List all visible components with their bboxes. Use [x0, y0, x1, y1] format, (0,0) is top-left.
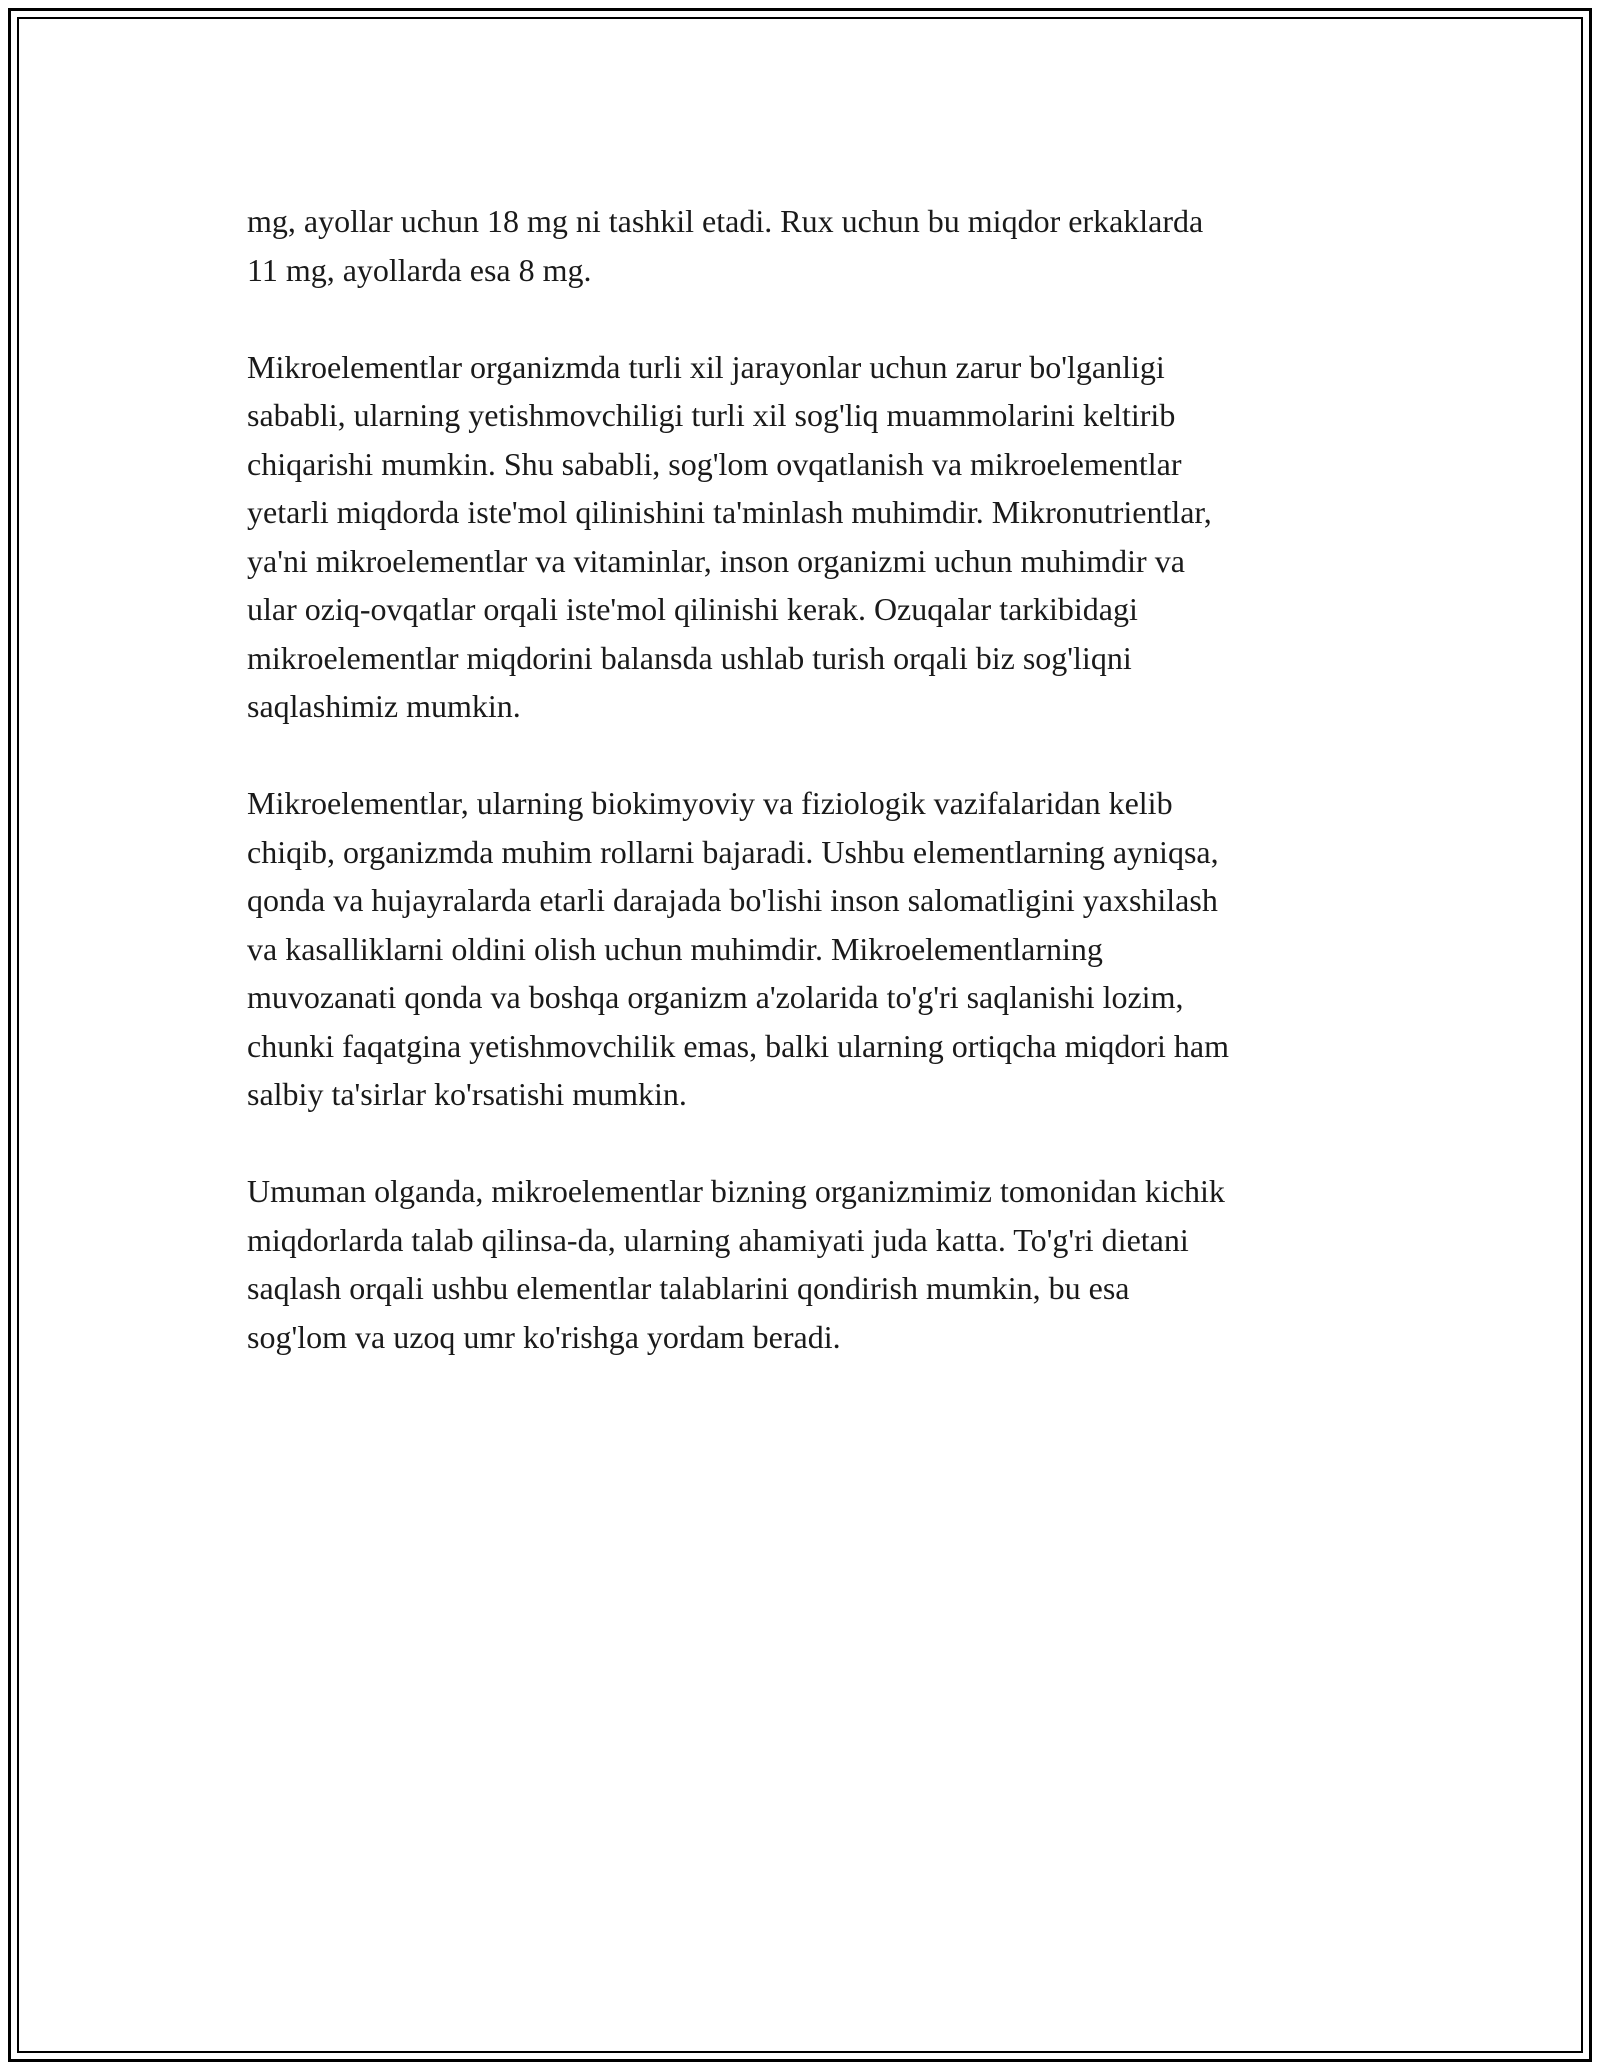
paragraph-2: Mikroelementlar organizmda turli xil jarayonlar uchun zarur bo'lganligi sababli, ularning yetishmovchiligi turli xil sog'liq muammolarini keltirib chiqarishi mumkin. Shu sababli, sog'lom ovqatlanish va mikroelementlar yetarli miqdorda iste'mol qilinishini ta'minlash muhimdir. Mikronutrientlar, ya'ni mikroelementlar va vitaminlar, inson organizmi uchun muhimdir va ular oziq-ovqatlar orqali iste'mol qilinishi kerak. Ozuqalar tarkibidagi mikroelementlar miqdorini balansda ushlab turish orqali biz sog'liqni saqlashimiz mumkin.: [247, 348, 1212, 724]
document-body: [247, 197, 1387, 1410]
paragraph-3: Mikroelementlar, ularning biokimyoviy va fiziologik vazifalaridan kelib chiqib, organizmda muhim rollarni bajaradi. Ushbu elementlarning ayniqsa, qonda va hujayralarda etarli darajada bo'lishi inson salomatligini yaxshilash va kasalliklarni oldini olish uchun muhimdir. Mikroelementlarning muvozanati qonda va boshqa organizm a'zolarida to'g'ri saqlanishi lozim, chunki faqatgina yetishmovchilik emas, balki ularning ortiqcha miqdori ham salbiy ta'sirlar ko'rsatishi mumkin.: [247, 785, 1229, 1112]
paragraph-4: Umuman olganda, mikroelementlar bizning organizmimiz tomonidan kichik miqdorlarda talab qilinsa-da, ularning ahamiyati juda katta. To'g'ri dietani saqlash orqali ushbu elementlar talablarini qondirish mumkin, bu esa sog'lom va uzoq umr ko'rishga yordam beradi.: [247, 1173, 1225, 1355]
paragraph-1: mg, ayollar uchun 18 mg ni tashkil etadi. Rux uchun bu miqdor erkaklarda 11 mg, ayollarda esa 8 mg.: [247, 203, 1204, 288]
page-frame: [8, 8, 1592, 2062]
